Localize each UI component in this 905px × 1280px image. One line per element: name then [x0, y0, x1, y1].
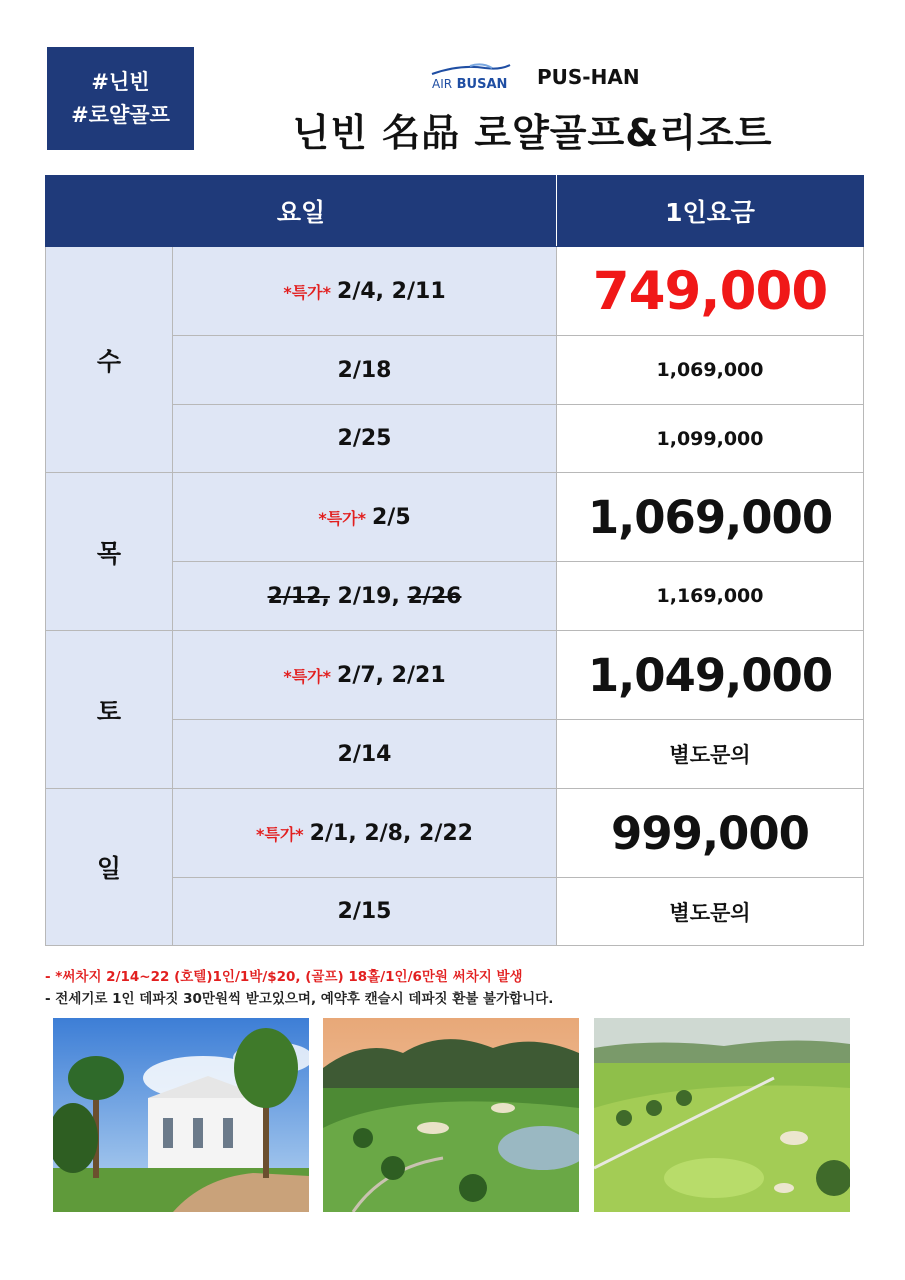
price-cell: 1,169,000 [557, 562, 864, 631]
day-cell-thu: 목 [46, 473, 173, 631]
price-cell: 1,069,000 [557, 473, 864, 562]
day-cell-sat: 토 [46, 631, 173, 789]
hashtag-royal-golf: #로얄골프 [71, 102, 170, 127]
hashtag-box [47, 47, 194, 150]
price-cell: 1,049,000 [557, 631, 864, 720]
price-cell: 999,000 [557, 789, 864, 878]
surcharge-note: - *써차지 2/14~22 (호텔)1인/1박/$20, (골프) 18홀/1인/6만원 써차지 발생 [45, 969, 523, 985]
dates-cell [173, 789, 557, 878]
dates-text: 2/7, 2/21 [337, 662, 446, 688]
price-cell: 1,099,000 [557, 405, 864, 473]
dates-text: 2/5 [372, 504, 411, 530]
special-label: *특가* [283, 666, 332, 686]
special-label: *특가* [256, 824, 304, 844]
cancelled-date: 2/12, [267, 583, 330, 609]
table-row [46, 473, 864, 562]
hashtag-ninhbinh: #닌빈 [91, 69, 150, 94]
table-row [46, 631, 864, 720]
dates-cell [173, 631, 557, 720]
dates-text: 2/1, 2/8, 2/22 [309, 820, 473, 846]
deposit-note: - 전세기로 1인 데파짓 30만원씩 받고있으며, 예약후 캔슬시 데파짓 환불 불가합니다. [45, 991, 554, 1007]
price-table [45, 175, 864, 946]
golf-course-green-photo [594, 1018, 850, 1212]
table-header-row [46, 176, 864, 247]
route-code: PUS-HAN [537, 65, 640, 89]
logo-busan-text: BUSAN [456, 77, 508, 92]
logo-air-text: AIR [432, 77, 453, 91]
dates-cell: 2/15 [173, 878, 557, 946]
special-label: *특가* [318, 508, 366, 528]
price-cell: 749,000 [557, 247, 864, 336]
price-cell: 1,069,000 [557, 336, 864, 405]
brand-header [430, 62, 640, 92]
header-price: 1인요금 [557, 176, 864, 247]
air-busan-logo [430, 62, 512, 92]
resort-building-photo [53, 1018, 309, 1212]
notes [45, 966, 553, 1010]
day-cell-sun: 일 [46, 789, 173, 946]
day-cell-wed: 수 [46, 247, 173, 473]
special-label: *특가* [283, 282, 332, 302]
cancelled-date: 2/26 [407, 583, 462, 609]
dates-cell [173, 247, 557, 336]
dates-cell: 2/18 [173, 336, 557, 405]
table-row [46, 789, 864, 878]
dates-text: 2/4, 2/11 [337, 278, 446, 304]
header-day: 요일 [46, 176, 557, 247]
price-cell: 별도문의 [557, 878, 864, 946]
dates-cell [173, 562, 557, 631]
dates-cell [173, 473, 557, 562]
dates-cell: 2/25 [173, 405, 557, 473]
price-cell: 별도문의 [557, 720, 864, 789]
page-title: 닌빈 名品 로얄골프&리조트 [292, 111, 773, 155]
golf-course-aerial-photo [323, 1018, 579, 1212]
dates-text: 2/19, [329, 583, 408, 609]
table-row [46, 247, 864, 336]
dates-cell: 2/14 [173, 720, 557, 789]
